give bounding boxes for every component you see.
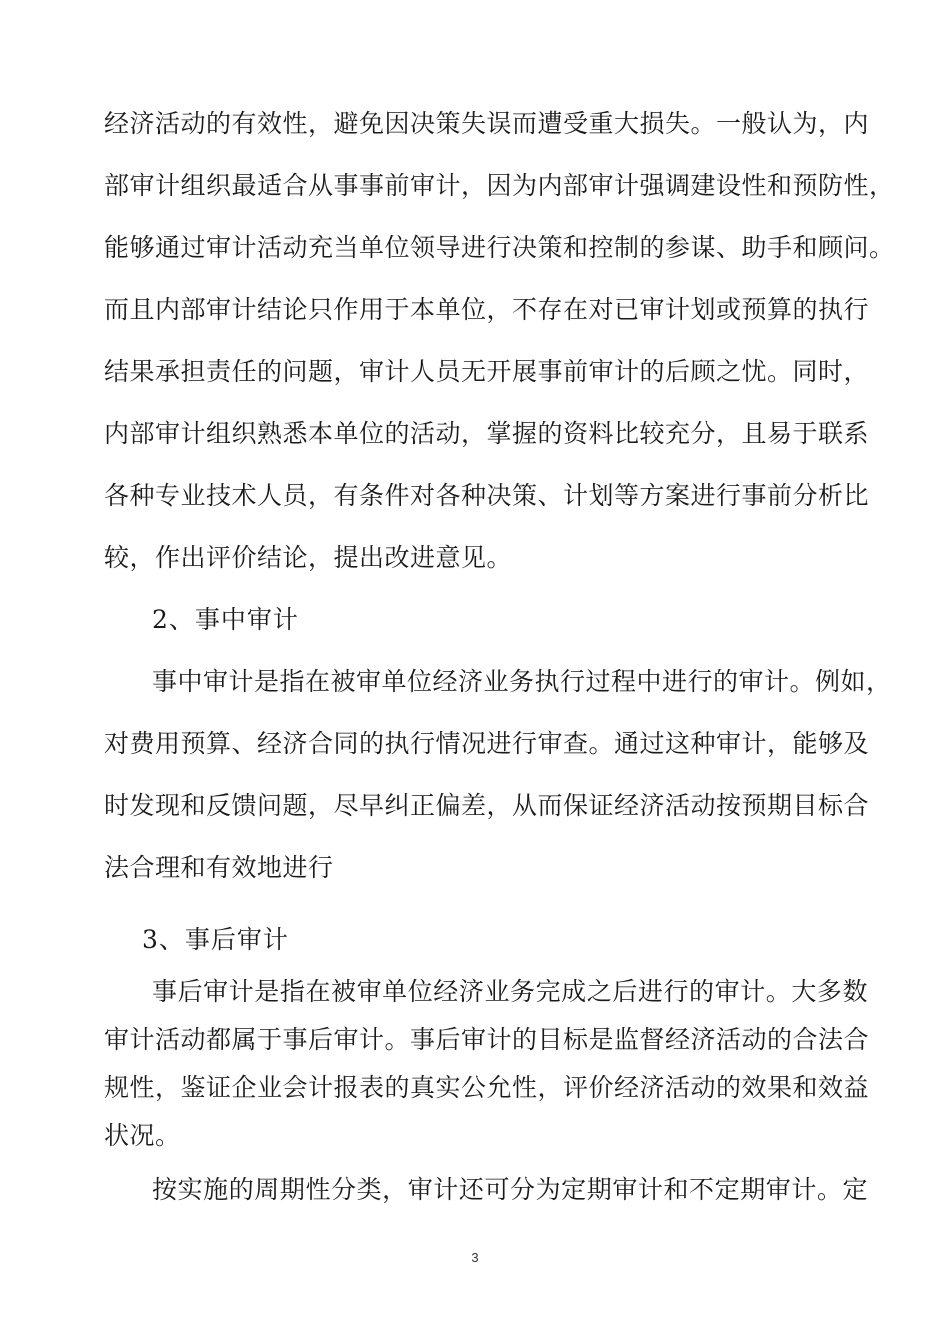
paragraph-3-line-1: 事后审计是指在被审单位经济业务完成之后进行的审计。大多数 <box>152 977 868 1006</box>
paragraph-2-line-2: 对费用预算、经济合同的执行情况进行审查。通过这种审计，能够及 <box>104 729 870 758</box>
paragraph-1-line-4: 而且内部审计结论只作用于本单位，不存在对已审计划或预算的执行 <box>104 295 870 324</box>
paragraph-1-line-8: 较，作出评价结论，提出改进意见。 <box>104 543 513 572</box>
paragraph-3-line-3: 规性，鉴证企业会计报表的真实公允性，评价经济活动的效果和效益 <box>104 1073 870 1102</box>
page-number: 3 <box>471 1250 479 1265</box>
paragraph-1-line-6: 内部审计组织熟悉本单位的活动，掌握的资料比较充分，且易于联系 <box>104 419 870 448</box>
paragraph-1-line-5: 结果承担责任的问题，审计人员无开展事前审计的后顾之忧。同时， <box>104 357 870 386</box>
paragraph-2-line-3: 时发现和反馈问题，尽早纠正偏差，从而保证经济活动按预期目标合 <box>104 791 870 820</box>
paragraph-2-line-1: 事中审计是指在被审单位经济业务执行过程中进行的审计。例如， <box>152 667 892 696</box>
paragraph-3-line-4: 状况。 <box>104 1121 181 1150</box>
paragraph-3-line-2: 审计活动都属于事后审计。事后审计的目标是监督经济活动的合法合 <box>104 1025 870 1054</box>
paragraph-1-line-7: 各种专业技术人员，有条件对各种决策、计划等方案进行事前分析比 <box>104 481 870 510</box>
paragraph-1-line-3: 能够通过审计活动充当单位领导进行决策和控制的参谋、助手和顾问。 <box>104 233 895 262</box>
paragraph-1-line-1: 经济活动的有效性，避免因决策失误而遭受重大损失。一般认为，内 <box>104 109 870 138</box>
paragraph-4-line-1: 按实施的周期性分类，审计还可分为定期审计和不定期审计。定 <box>152 1175 868 1204</box>
section-heading-2: 2、事中审计 <box>152 605 299 634</box>
section-heading-3: 3、事后审计 <box>142 925 289 954</box>
paragraph-1-line-2: 部审计组织最适合从事事前审计，因为内部审计强调建设性和预防性， <box>104 171 895 200</box>
paragraph-2-line-4: 法合理和有效地进行 <box>104 853 334 882</box>
